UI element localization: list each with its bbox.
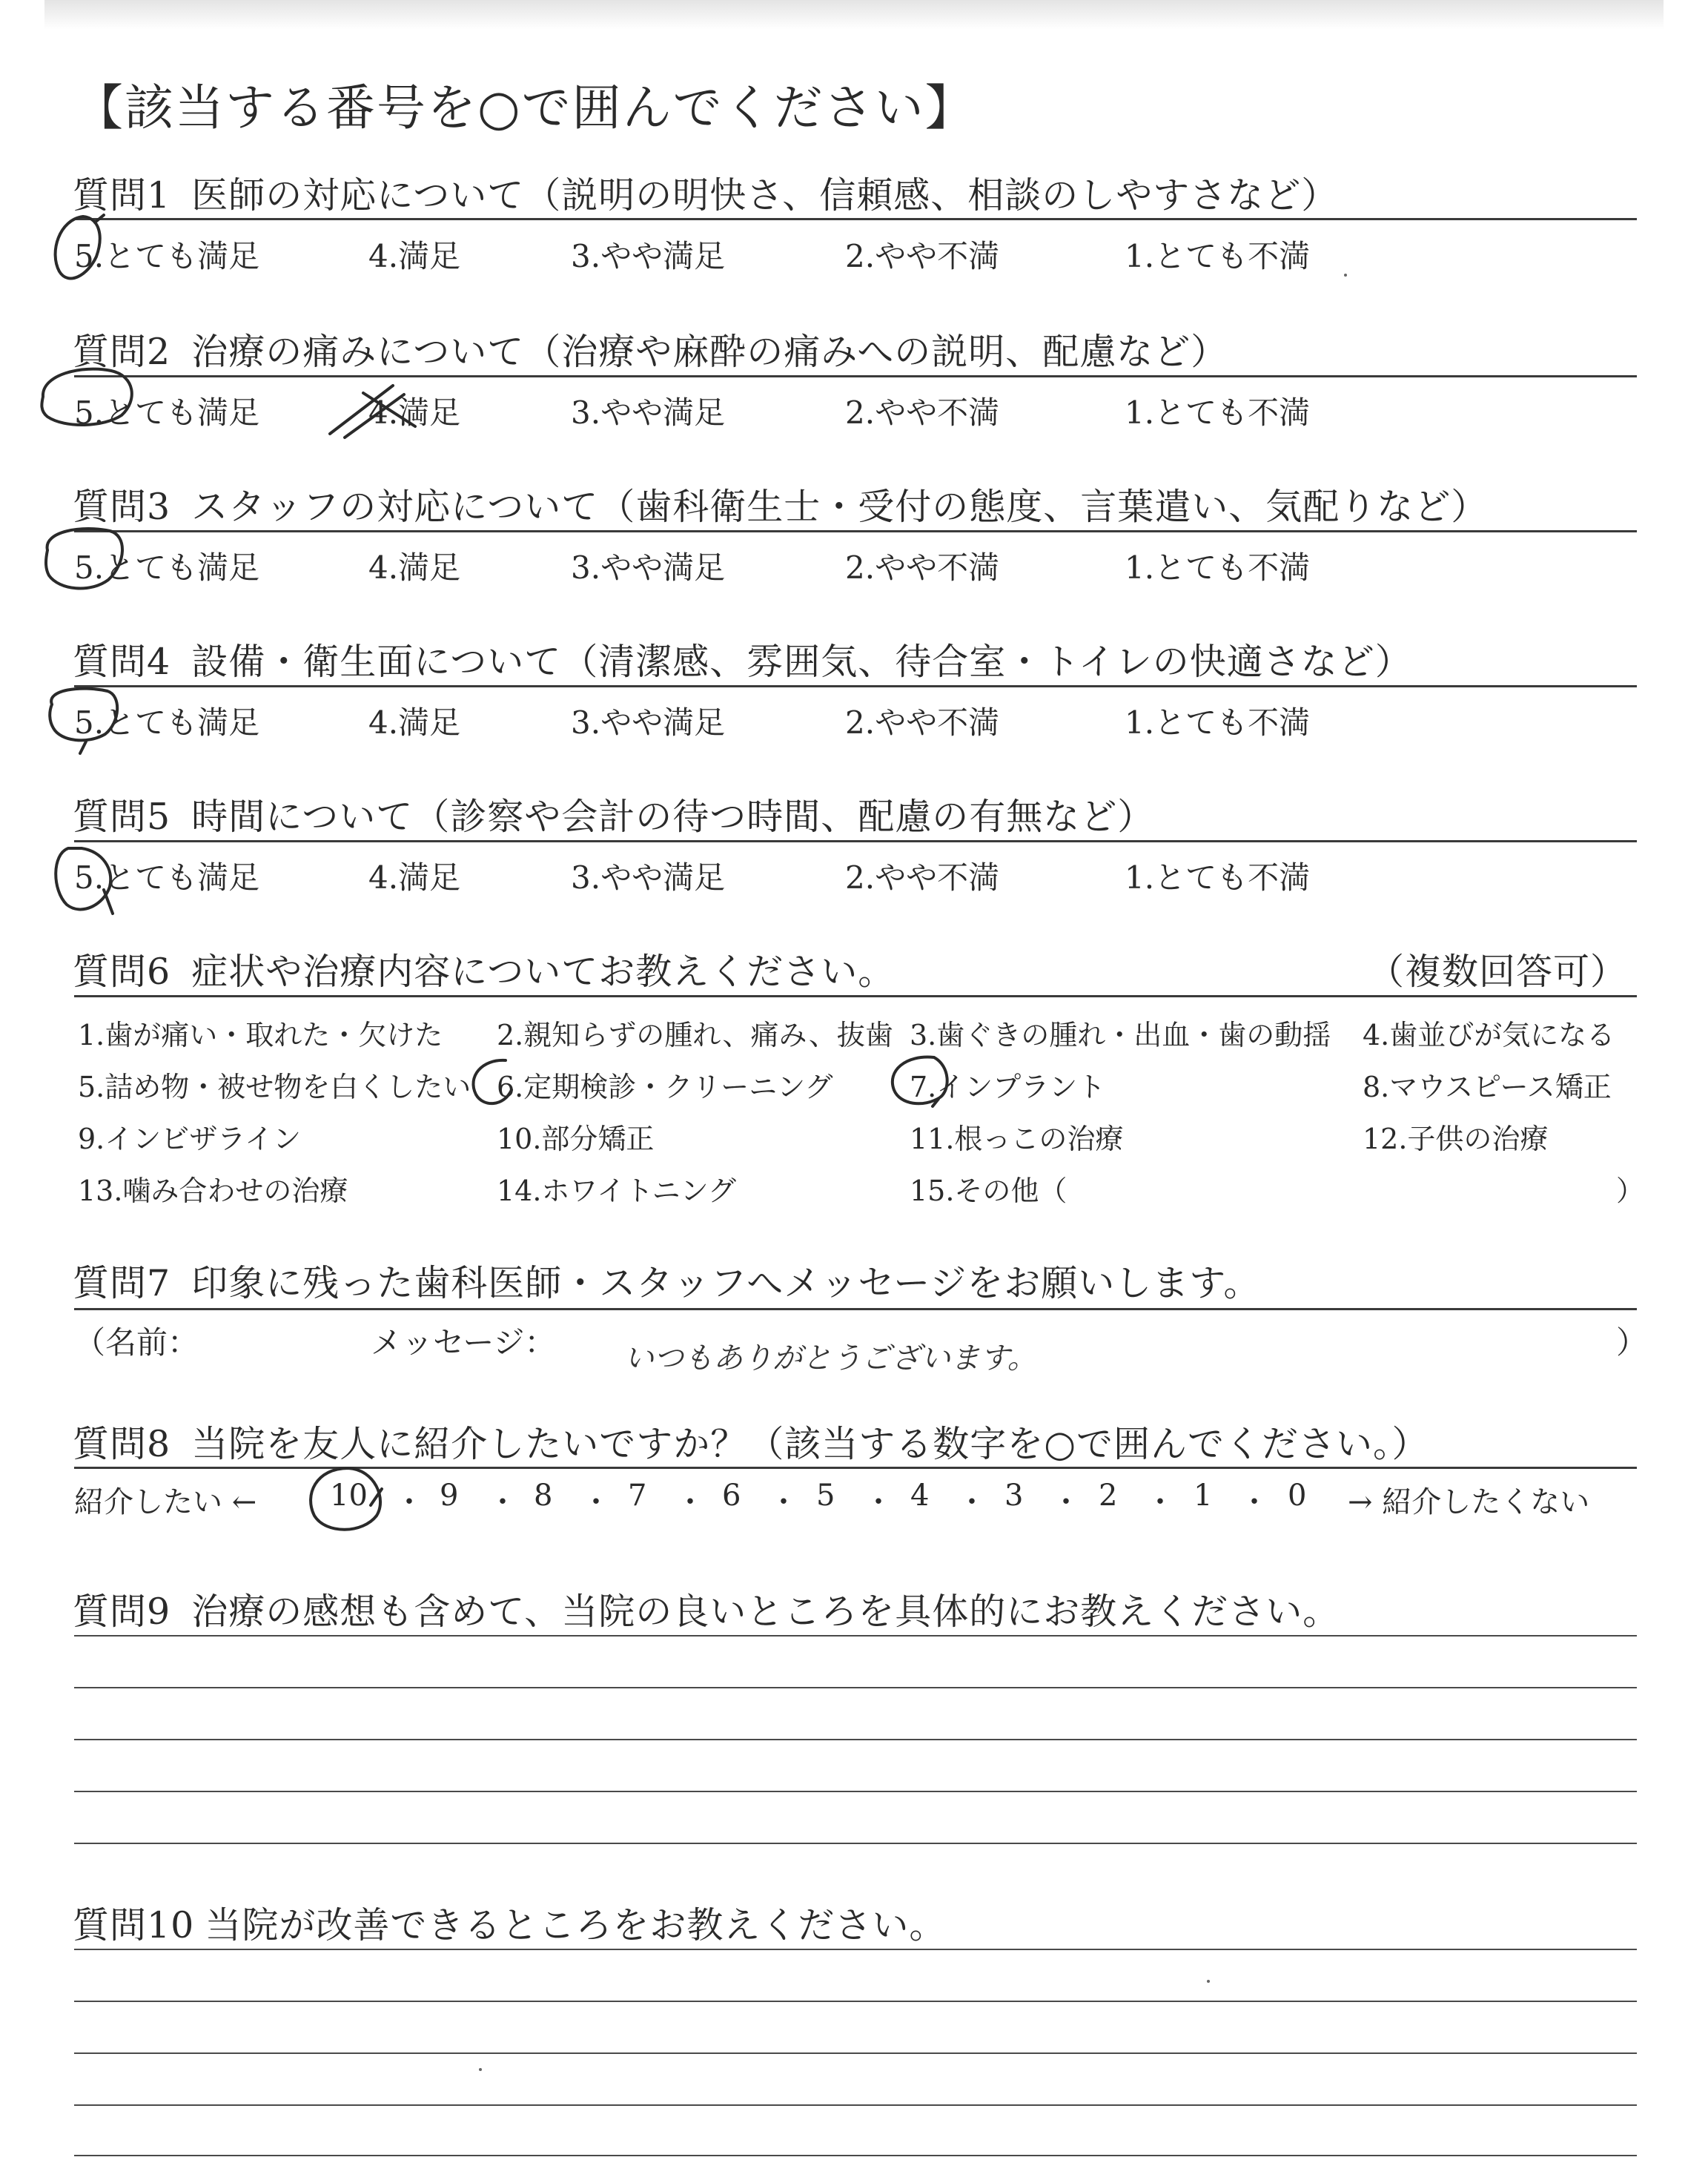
q4-option-4[interactable]: 4.満足 (368, 704, 461, 741)
q1-option-3[interactable]: 3.やや満足 (571, 238, 726, 274)
q8-dot: ・ (1239, 1485, 1269, 1519)
q2-option-4[interactable]: 4.満足 (368, 394, 461, 431)
q3-option-3[interactable]: 3.やや満足 (571, 549, 726, 586)
page-title: 【該当する番号を○で囲んでください】 (74, 79, 976, 136)
scan-edge-shadow (44, 0, 1664, 30)
q9-answer-line[interactable] (74, 1635, 1637, 1636)
q4-circle-tail (80, 742, 86, 753)
q7-close-paren: ） (1616, 1324, 1648, 1361)
q10-answer-line[interactable] (74, 2052, 1637, 2054)
question-2-rule (74, 375, 1637, 377)
q8-dot: ・ (957, 1485, 987, 1519)
q9-answer-line[interactable] (74, 1739, 1637, 1740)
q7-name-label: （名前： (74, 1324, 199, 1361)
q8-score-0[interactable]: 0 (1288, 1479, 1307, 1513)
q4-option-3[interactable]: 3.やや満足 (571, 704, 726, 741)
q6-option-12[interactable]: 12.子供の治療 (1363, 1123, 1549, 1155)
q7-message-label: メッセージ： (371, 1324, 556, 1361)
scan-speck (479, 2068, 482, 2071)
q8-score-1[interactable]: 1 (1194, 1479, 1213, 1513)
q8-dot: ・ (675, 1485, 705, 1519)
q5-option-2[interactable]: 2.やや不満 (845, 859, 1000, 896)
question-9-number: 質問9 (73, 1591, 171, 1633)
question-1-title (73, 167, 1338, 219)
question-6-note: （複数回答可） (1368, 951, 1628, 993)
q6-option-3[interactable]: 3.歯ぐきの腫れ・出血・歯の動揺 (910, 1019, 1331, 1051)
question-6-rule (74, 995, 1637, 997)
q4-option-1[interactable]: 1.とても不満 (1125, 704, 1311, 741)
q6-option-14[interactable]: 14.ホワイトニング (497, 1175, 737, 1207)
q8-score-2[interactable]: 2 (1099, 1479, 1118, 1513)
question-4-text: 設備・衛生面について（清潔感、雰囲気、待合室・トイレの快適さなど） (191, 641, 1412, 683)
question-2-number: 質問2 (73, 331, 171, 373)
question-3-title (73, 478, 1488, 530)
question-5-rule (74, 840, 1637, 842)
q1-option-5[interactable]: 5.とても満足 (74, 238, 260, 274)
q8-left-label: 紹介したい ← (74, 1485, 257, 1519)
question-8-title (73, 1416, 1429, 1467)
q8-dot: ・ (1145, 1485, 1175, 1519)
question-4-number: 質問4 (73, 641, 171, 683)
q2-option-2[interactable]: 2.やや不満 (845, 394, 1000, 431)
question-1-text: 医師の対応について（説明の明快さ、信頼感、相談のしやすさなど） (191, 174, 1339, 217)
question-8-number: 質問8 (73, 1423, 171, 1465)
question-4-title (73, 633, 1412, 685)
question-5-title (73, 788, 1154, 840)
question-6-title (73, 943, 895, 995)
q6-option-9[interactable]: 9.インビザライン (78, 1123, 302, 1155)
scan-speck (1344, 274, 1347, 277)
q8-score-10[interactable]: 10 (330, 1479, 368, 1513)
q8-score-3[interactable]: 3 (1004, 1479, 1024, 1513)
q8-score-9[interactable]: 9 (440, 1479, 459, 1513)
q8-score-4[interactable]: 4 (910, 1479, 930, 1513)
question-8-text: 当院を友人に紹介したいですか？（該当する数字を○で囲んでください。） (191, 1423, 1429, 1465)
q8-score-8[interactable]: 8 (534, 1479, 553, 1513)
q8-dot: ・ (1051, 1485, 1081, 1519)
q8-circle-tail (371, 1489, 382, 1505)
q2-option-5[interactable]: 5.とても満足 (74, 394, 260, 431)
q8-score-5[interactable]: 5 (816, 1479, 835, 1513)
q9-answer-line[interactable] (74, 1687, 1637, 1688)
question-9-text: 治療の感想も含めて、当院の良いところを具体的にお教えください。 (191, 1591, 1340, 1633)
q1-option-2[interactable]: 2.やや不満 (845, 238, 1000, 274)
q8-dot: ・ (581, 1485, 611, 1519)
question-7-rule (74, 1308, 1637, 1310)
question-3-number: 質問3 (73, 486, 171, 528)
q6-option-10[interactable]: 10.部分矯正 (497, 1123, 655, 1155)
q8-dot: ・ (864, 1485, 893, 1519)
q3-option-5[interactable]: 5.とても満足 (74, 549, 260, 586)
q6-option-15-close: ） (1616, 1175, 1645, 1207)
q6-option-4[interactable]: 4.歯並びが気になる (1363, 1019, 1615, 1051)
q6-option-15[interactable]: 15.その他（ (910, 1175, 1068, 1207)
question-3-rule (74, 530, 1637, 532)
question-4-rule (74, 685, 1637, 687)
scan-speck (1207, 1980, 1210, 1983)
q8-score-7[interactable]: 7 (628, 1479, 647, 1513)
q10-answer-line[interactable] (74, 2155, 1637, 2156)
q6-option-7[interactable]: 7.インプラント (910, 1071, 1106, 1103)
question-10-text: 当院が改善できるところをお教えください。 (205, 1904, 947, 1946)
q6-option-1[interactable]: 1.歯が痛い・取れた・欠けた (78, 1019, 443, 1051)
q6-option-13[interactable]: 13.噛み合わせの治療 (78, 1175, 348, 1207)
q4-option-5[interactable]: 5.とても満足 (74, 704, 260, 741)
question-2-text: 治療の痛みについて（治療や麻酔の痛みへの説明、配慮など） (191, 331, 1228, 373)
q10-answer-line[interactable] (74, 2001, 1637, 2002)
question-10-number: 質問10 (73, 1904, 195, 1946)
q4-option-2[interactable]: 2.やや不満 (845, 704, 1000, 741)
q5-option-4[interactable]: 4.満足 (368, 859, 461, 896)
q6-option-8[interactable]: 8.マウスピース矯正 (1363, 1071, 1612, 1103)
question-8-rule (74, 1467, 1637, 1469)
q3-option-4[interactable]: 4.満足 (368, 549, 461, 586)
q6-option-5[interactable]: 5.詰め物・被せ物を白くしたい (78, 1071, 471, 1103)
question-5-number: 質問5 (73, 796, 171, 838)
q5-option-1[interactable]: 1.とても不満 (1125, 859, 1311, 896)
question-10-title (73, 1897, 946, 1949)
q1-option-4[interactable]: 4.満足 (368, 238, 461, 274)
q9-answer-line[interactable] (74, 1791, 1637, 1792)
question-2-title (73, 323, 1228, 375)
question-1-number: 質問1 (73, 174, 171, 217)
q8-right-label: → 紹介したくない (1348, 1485, 1590, 1519)
q7-handwritten-message[interactable]: いつもありがとうございます。 (624, 1341, 1037, 1375)
q6-option-11[interactable]: 11.根っこの治療 (910, 1123, 1124, 1155)
q8-dot: ・ (488, 1485, 517, 1519)
q1-option-1[interactable]: 1.とても不満 (1125, 238, 1311, 274)
q5-option-5[interactable]: 5.とても満足 (74, 859, 260, 896)
q9-answer-line[interactable] (74, 1843, 1637, 1844)
question-9-title (73, 1583, 1340, 1635)
q3-option-1[interactable]: 1.とても不満 (1125, 549, 1311, 586)
q8-dot: ・ (394, 1485, 424, 1519)
question-3-text: スタッフの対応について（歯科衛生士・受付の態度、言葉遣い、気配りなど） (191, 486, 1489, 528)
q10-answer-line[interactable] (74, 1949, 1637, 1950)
q10-answer-line[interactable] (74, 2104, 1637, 2106)
q2-option-3[interactable]: 3.やや満足 (571, 394, 726, 431)
q3-option-2[interactable]: 2.やや不満 (845, 549, 1000, 586)
q8-score-6[interactable]: 6 (722, 1479, 741, 1513)
question-5-text: 時間について（診察や会計の待つ時間、配慮の有無など） (191, 796, 1155, 838)
q2-option-1[interactable]: 1.とても不満 (1125, 394, 1311, 431)
q8-dot: ・ (769, 1485, 798, 1519)
q6-option-2[interactable]: 2.親知らずの腫れ、痛み、抜歯 (497, 1019, 893, 1051)
question-7-number: 質問7 (73, 1262, 171, 1304)
question-7-title (73, 1255, 1260, 1307)
q5-option-3[interactable]: 3.やや満足 (571, 859, 726, 896)
question-6-text: 症状や治療内容についてお教えください。 (191, 951, 896, 993)
question-1-rule (74, 218, 1637, 220)
question-6-number: 質問6 (73, 951, 171, 993)
q6-option-6[interactable]: 6.定期検診・クリーニング (497, 1071, 833, 1103)
question-7-text: 印象に残った歯科医師・スタッフへメッセージをお願いします。 (191, 1262, 1261, 1304)
